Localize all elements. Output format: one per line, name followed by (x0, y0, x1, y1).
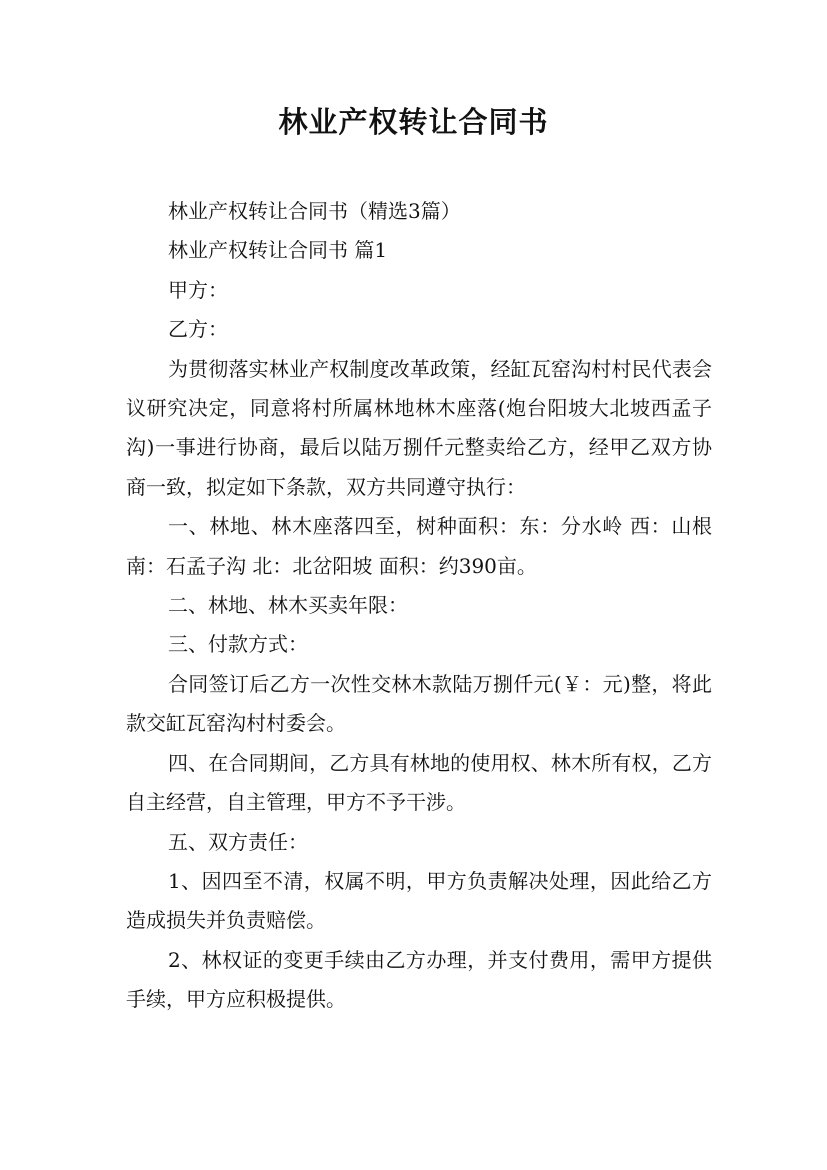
document-title: 林业产权转让合同书 (278, 105, 549, 139)
paragraph-payment: 合同签订后乙方一次性交林木款陆万捌仟元(￥：元)整，将此款交缸瓦窑沟村村委会。 (126, 671, 712, 736)
paragraph-clause-1: 一、林地、林木座落四至，树种面积：东：分水岭 西：山根 南：石孟子沟 北：北岔阳坡 面积：约390亩。 (126, 514, 712, 578)
paragraph-section-heading: 林业产权转让合同书 篇1 (168, 238, 388, 263)
paragraph-preamble: 为贯彻落实林业产权制度改革政策，经缸瓦窑沟村村民代表会议研究决定，同意将村所属林地林木座落(炮台阳坡大北坡西孟子沟)一事进行协商，最后以陆万捌仟元整卖给乙方，经甲乙双方协商一致，拟定如下条款，双方共同遵守执行： (126, 356, 712, 499)
paragraph-party-b: 乙方： (168, 317, 228, 342)
paragraph-responsibility-2: 2、林权证的变更手续由乙方办理，并支付费用，需甲方提供手续，甲方应积极提供。 (126, 947, 712, 1012)
paragraph-party-a: 甲方： (168, 277, 228, 302)
paragraph-clause-5: 五、双方责任： (168, 829, 308, 854)
paragraph-clause-3: 三、付款方式： (168, 632, 308, 657)
paragraph-clause-4: 四、在合同期间，乙方具有林地的使用权、林木所有权，乙方自主经营，自主管理，甲方不予干涉。 (126, 750, 712, 815)
document-body (126, 192, 712, 1020)
paragraph-responsibility-1: 1、因四至不清，权属不明，甲方负责解决处理，因此给乙方造成损失并负责赔偿。 (126, 868, 712, 933)
paragraph-subtitle: 林业产权转让合同书（精选3篇） (168, 199, 461, 223)
paragraph-clause-2: 二、林地、林木买卖年限： (168, 593, 408, 618)
